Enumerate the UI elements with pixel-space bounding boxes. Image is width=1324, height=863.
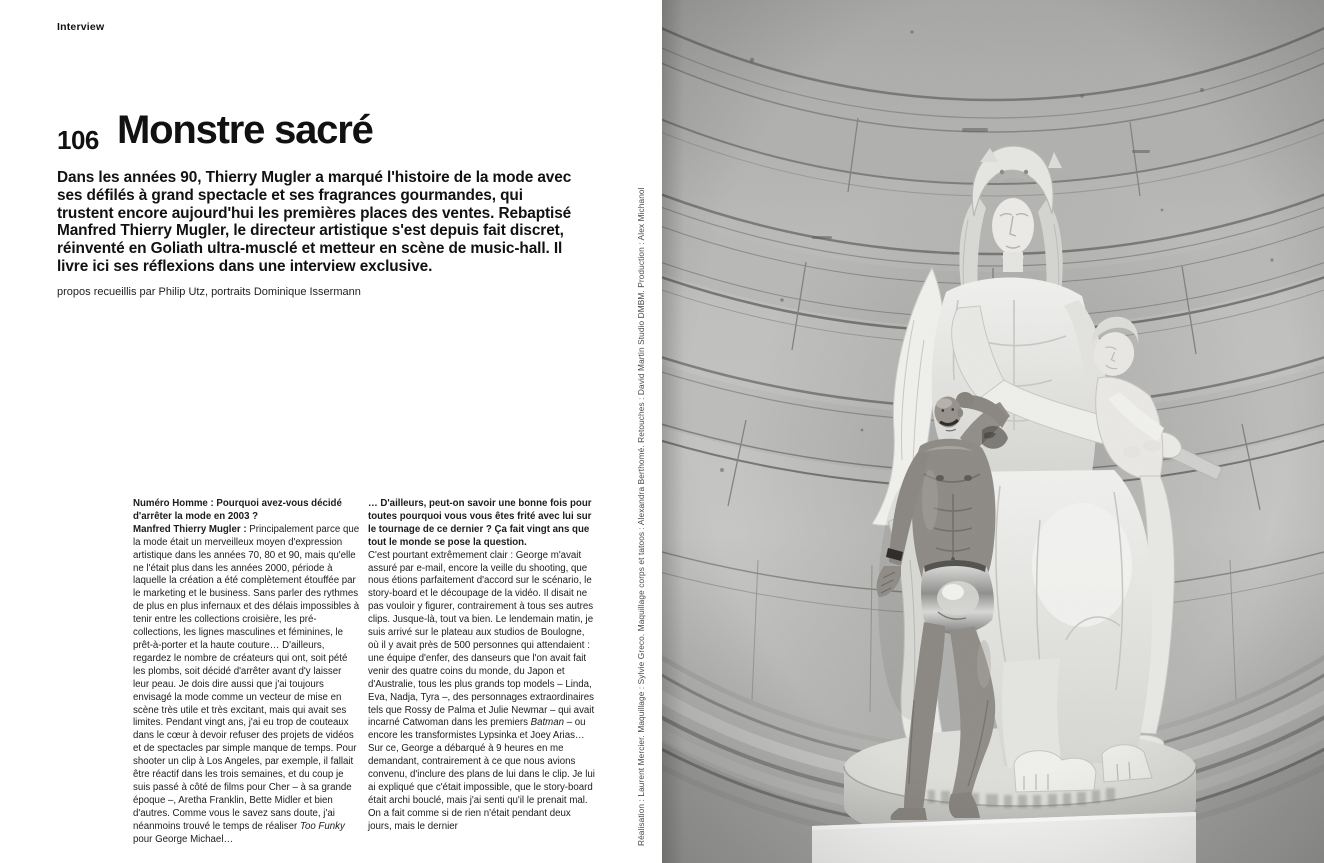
photo-credits-vertical: Réalisation : Laurent Mercier. Maquillage : Sylvie Greco. Maquillage corps et tatoos : Alexandra Berthomé. Retouches : David Martin Studio DMBM. Production : Alex Michanol	[636, 187, 646, 846]
gutter-shadow	[662, 0, 684, 863]
byline: propos recueillis par Philip Utz, portraits Dominique Issermann	[57, 286, 361, 298]
article-text-segment: C'est pourtant extrêmement clair : George m'avait assuré par e-mail, encore la veille du shooting, que nous étions parfaitement d'accord sur le scénario, le story-board et le découpage de la vidéo. Il disait ne pas vouloir y figurer, contrairement à tous ses autres clips. Jusque-là, tout va bien. Le lendemain matin, je suis arrivé sur le plateau aux studios de Boulogne, où il y avait près de 500 personnes qui attendaient : une équipe d'enfer, des danseurs que l'on avait fait venir des quatre coins du monde, du Japon et d'Australie, tous les plus grands top models – Linda, Eva, Nadja, Tyra –, des personnages extraordinaires tels que Rossy de Palma et Julie Newmar – qui avait incarné Catwoman dans les premiers	[368, 549, 595, 729]
vignette	[662, 0, 1324, 863]
article-text-segment: Numéro Homme : Pourquoi avez-vous décidé d'arrêter la mode en 2003 ?	[133, 498, 342, 522]
article-text-segment: Principalement parce que la mode était un merveilleux moyen d'expression artistique dans les années 70, 80 et 90, mais qu'elle ne l'était plus dans les années 2000, période à laquelle la création a été complètement étouffée par le marketing et le business. Sans parler des rythmes de plus en plus infernaux et des délais impossibles à tenir entre les collections croisière, les pré-collections, les lignes masculines et féminines, le prêt-à-porter et la haute couture… D'ailleurs, regardez le nombre de créateurs qui ont, soit pété les plombs, soit décidé d'arrêter avant d'y laisser leur peau. Je dois dire aussi que j'ai toujours envisagé la mode comme un vecteur de mise en scène très utile et très excitant, mais qui avait ses limites. Pendant vingt ans, j'ai eu trop de couteaux dans le cœur à devoir refuser des projets de vidéos et de spectacles par simple manque de temps. Pour shooter un clip à Los Angeles, par exemple, il fallait être réactif dans les trois semaines, et du coup je suis passé à côté de films pour Cher – à sa grande époque –, Aretha Franklin, Bette Midler et bien d'autres. Comme vous le savez sans doute, j'ai néanmoins trouvé le temps de réaliser	[133, 523, 360, 832]
photo-page	[662, 0, 1324, 863]
article-body	[133, 498, 595, 846]
article-text-segment: Too Funky	[299, 820, 345, 832]
article-column-2	[368, 498, 595, 846]
headline: Monstre sacré	[117, 108, 373, 152]
article-text-segment: pour George Michael…	[133, 833, 234, 845]
mugler-statue-photograph	[662, 0, 1324, 863]
standfirst: Dans les années 90, Thierry Mugler a marqué l'histoire de la mode avec ses défilés à grand spectacle et ses fragrances gourmandes, qui trustent encore aujourd'hui les premières places des ventes. Rebaptisé Manfred Thierry Mugler, le directeur artistique s'est depuis fait discret, réinventé en Goliath ultra-musclé et metteur en scène de music-hall. Il livre ici ses réflexions dans une interview exclusive.	[57, 169, 572, 275]
section-label: Interview	[57, 21, 105, 33]
page-number: 106	[57, 125, 99, 155]
article-text-segment: Batman	[530, 717, 564, 729]
article-text-segment: – ou encore les transformistes Lypsinka et Joey Arias… Sur ce, George a débarqué à 9 heures en me demandant, contrairement à ce que nous avions convenu, d'inclure des plans de lui dans le clip. Je lui ai expliqué que c'était impossible, que le story-board était archi bouclé, mais j'ai senti qu'il le prenait mal. On a fait comme si de rien n'était pendant deux jours, mais le dernier	[368, 717, 595, 832]
article-text-segment: … D'ailleurs, peut-on savoir une bonne fois pour toutes pourquoi vous vous êtes frité avec lui sur le tournage de ce dernier ? Ça fait vingt ans que tout le monde se pose la question.	[368, 498, 592, 548]
article-text-segment: Manfred Thierry Mugler :	[133, 523, 250, 535]
article-column-1	[133, 498, 360, 846]
